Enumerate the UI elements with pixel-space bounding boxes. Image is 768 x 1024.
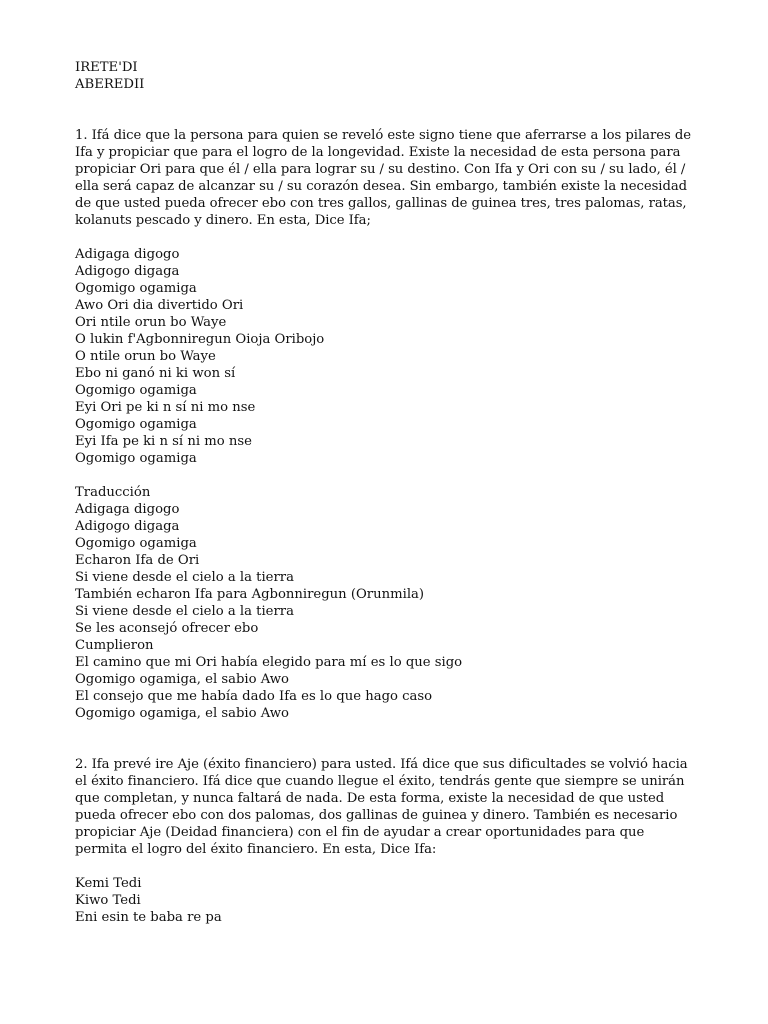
verse-line: Kiwo Tedi bbox=[75, 893, 141, 908]
verse-line: Ogomigo ogamiga bbox=[75, 383, 197, 398]
section-1-paragraph: 1. Ifá dice que la persona para quien se reveló este signo tiene que aferrarse a los pilares de Ifa y propiciar que para el logro de la longevidad. Existe la necesidad de esta persona para propiciar Ori para que él / ella para lograr su / su destino. Con Ifa y Ori con su / su lado, él / ella será capaz de alcanzar su / su corazón desea. Sin embargo, también existe la necesidad de que usted pueda ofrecer ebo con tres gallos, gallinas de guinea tres, tres palomas, ratas, kolanuts pescado y dinero. En esta, Dice Ifa; bbox=[75, 128, 691, 228]
verse-line: Eyi Ori pe ki n sí ni mo nse bbox=[75, 400, 256, 415]
translation-line: También echaron Ifa para Agbonniregun (Orunmila) bbox=[75, 587, 425, 602]
translation-line: Si viene desde el cielo a la tierra bbox=[75, 604, 294, 619]
document-title: IRETE'DI bbox=[75, 60, 138, 75]
verse-line: Eyi Ifa pe ki n sí ni mo nse bbox=[75, 434, 252, 449]
document-subtitle: ABEREDII bbox=[75, 77, 145, 92]
translation-line: Adigogo digaga bbox=[75, 519, 180, 534]
verse-line: Ogomigo ogamiga bbox=[75, 281, 197, 296]
translation-heading: Traducción bbox=[75, 485, 151, 500]
section-1-translation bbox=[75, 484, 700, 722]
spacer bbox=[75, 229, 700, 246]
spacer bbox=[75, 858, 700, 875]
verse-line: O ntile orun bo Waye bbox=[75, 349, 216, 364]
spacer bbox=[75, 722, 700, 756]
translation-line: Cumplieron bbox=[75, 638, 154, 653]
verse-line: Ori ntile orun bo Waye bbox=[75, 315, 227, 330]
document-page bbox=[75, 59, 700, 926]
translation-line: Ogomigo ogamiga bbox=[75, 536, 197, 551]
verse-line: Ogomigo ogamiga bbox=[75, 451, 197, 466]
spacer bbox=[75, 93, 700, 127]
translation-line: Ogomigo ogamiga, el sabio Awo bbox=[75, 672, 289, 687]
verse-line: Awo Ori dia divertido Ori bbox=[75, 298, 244, 313]
translation-line: Ogomigo ogamiga, el sabio Awo bbox=[75, 706, 289, 721]
verse-line: Adigaga digogo bbox=[75, 247, 180, 262]
verse-line: Adigogo digaga bbox=[75, 264, 180, 279]
verse-line: Kemi Tedi bbox=[75, 876, 142, 891]
translation-line: Echaron Ifa de Ori bbox=[75, 553, 200, 568]
verse-line: O lukin f'Agbonniregun Oioja Oribojo bbox=[75, 332, 325, 347]
section-2-paragraph: 2. Ifa prevé ire Aje (éxito financiero) para usted. Ifá dice que sus dificultades se volvió hacia el éxito financiero. Ifá dice que cuando llegue el éxito, tendrás gente que siempre se unirán que completan, y nunca faltará de nada. De esta forma, existe la necesidad de que usted pueda ofrecer ebo con dos palomas, dos gallinas de guinea y dinero. También es necesario propiciar Aje (Deidad financiera) con el fin de ayudar a crear oportunidades para que permita el logro del éxito financiero. En esta, Dice Ifa: bbox=[75, 757, 688, 857]
translation-line: El camino que mi Ori había elegido para mí es lo que sigo bbox=[75, 655, 463, 670]
translation-line: Si viene desde el cielo a la tierra bbox=[75, 570, 294, 585]
verse-line: Ebo ni ganó ni ki won sí bbox=[75, 366, 236, 381]
translation-line: Adigaga digogo bbox=[75, 502, 180, 517]
section-1-verse bbox=[75, 246, 700, 467]
spacer bbox=[75, 467, 700, 484]
translation-line: Se les aconsejó ofrecer ebo bbox=[75, 621, 259, 636]
verse-line: Eni esin te baba re pa bbox=[75, 910, 222, 925]
section-2-verse bbox=[75, 875, 700, 926]
translation-line: El consejo que me había dado Ifa es lo que hago caso bbox=[75, 689, 433, 704]
verse-line: Ogomigo ogamiga bbox=[75, 417, 197, 432]
